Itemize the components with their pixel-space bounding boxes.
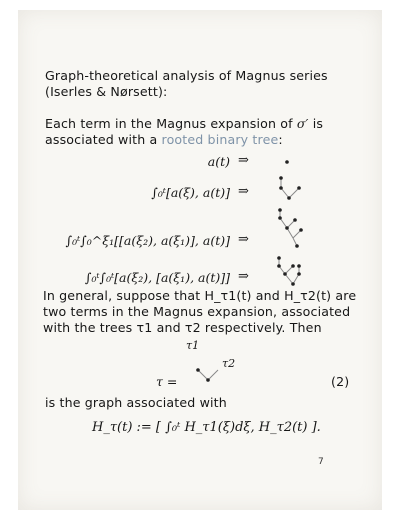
slide-page [18,10,382,510]
general-line-1: In general, suppose that H_τ1(t) and H_τ2(t) are [43,288,357,303]
page-number: 7 [318,457,324,467]
graph-line: is the graph associated with [45,395,227,410]
tau-equals: τ = [156,374,178,389]
implies-arrow: ⇒ [238,184,249,199]
five-node-branch-tree-icon [271,252,313,292]
single-node-tree-icon [280,155,294,169]
implies-arrow: ⇒ [238,232,249,247]
three-node-tree-icon [273,172,307,206]
rooted-binary-tree-term: rooted binary tree [161,132,279,147]
intro-line-1 [45,116,323,131]
term-single-integral: ∫₀ᵗ[a(ξ), a(t)] [151,185,230,200]
equation-number: (2) [331,374,350,389]
term-double-integral: ∫₀ᵗ∫₀ᵗ[a(ξ₂), [a(ξ₁), a(t)]] [84,270,230,285]
implies-arrow: ⇒ [238,153,249,168]
term-nested-commutator: ∫₀ᵗ∫₀^ξ₁[[a(ξ₂), a(ξ₁)], a(t)] [65,233,230,248]
intro-text-end: is [308,116,324,131]
intro-text-2: associated with a [45,132,162,147]
general-line-3: with the trees τ1 and τ2 respectively. Then [43,320,322,335]
tau2-label: τ2 [222,357,236,370]
composite-tree-icon [188,360,228,390]
heading-line-1: Graph-theoretical analysis of Magnus series [45,68,328,83]
intro-line-2 [45,132,283,147]
five-node-chain-tree-icon [271,206,311,252]
intro-colon: : [278,132,283,147]
final-equation: H_τ(t) := [ ∫₀ᵗ H_τ1(ξ)dξ, H_τ2(t) ]. [92,420,321,435]
implies-arrow: ⇒ [238,269,249,284]
tau1-label: τ1 [186,339,200,352]
sigma-symbol: σ′ [296,116,309,131]
general-line-2: two terms in the Magnus expansion, associated [43,304,351,319]
heading-line-2: (Iserles & Nørsett): [45,84,168,99]
term-a-t: a(t) [207,154,230,169]
intro-text: Each term in the Magnus expansion of [45,116,297,131]
